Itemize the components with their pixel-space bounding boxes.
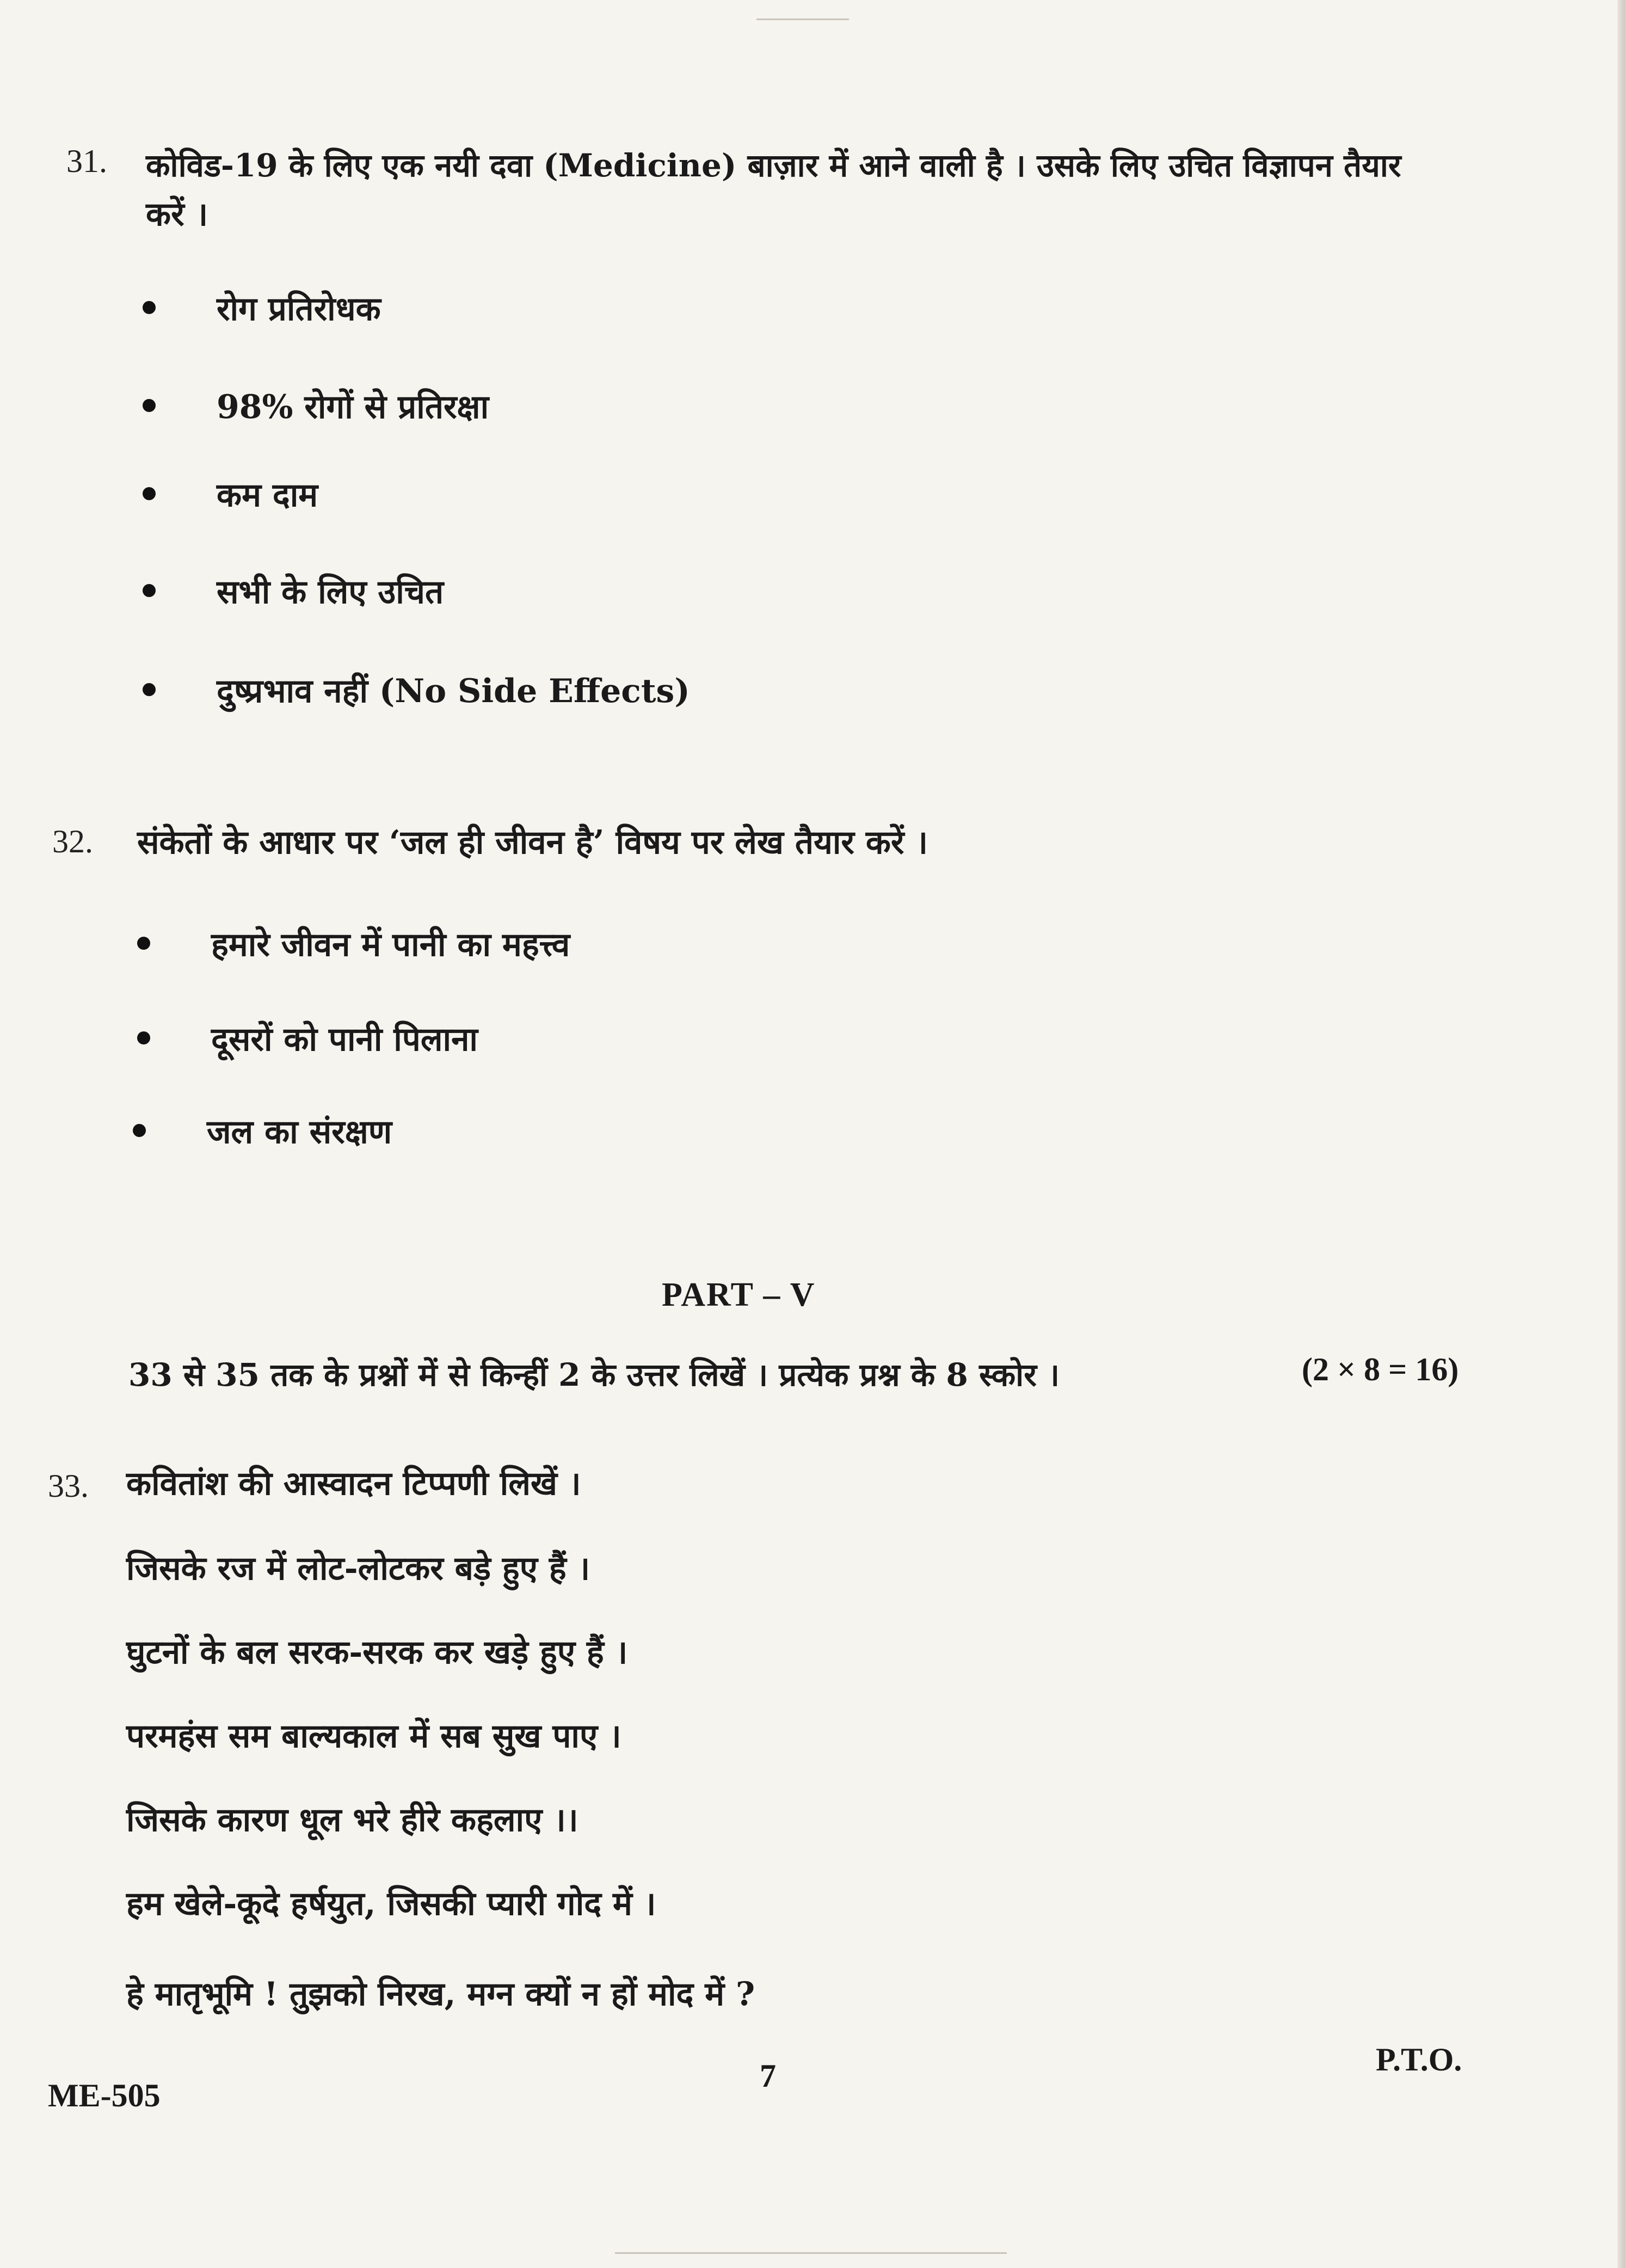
question-32-text: संकेतों के आधार पर ‘जल ही जीवन है’ विषय पर लेख तैयार करें । — [137, 823, 928, 862]
q31-point-4 — [143, 568, 444, 613]
bullet-icon — [137, 937, 150, 950]
poem-line-5: हम खेले-कूदे हर्षयुत, जिसकी प्यारी गोद में । — [126, 1885, 656, 1923]
q31-point-3 — [143, 471, 318, 516]
q31-point-1 — [143, 285, 381, 330]
q31-point-text: 98% रोगों से प्रतिरक्षा — [217, 388, 489, 426]
bullet-icon — [137, 1031, 150, 1044]
poem-line-4: जिसके कारण धूल भरे हीरे कहलाए ।। — [126, 1801, 578, 1839]
paper-code: ME-505 — [48, 2078, 161, 2113]
bullet-icon — [143, 683, 156, 696]
question-33-text: कवितांश की आस्वादन टिप्पणी लिखें । — [126, 1465, 581, 1503]
q31-point-text: दुष्प्रभाव नहीं (No Side Effects) — [217, 672, 690, 710]
bullet-icon — [143, 301, 156, 314]
poem-line-2: घुटनों के बल सरक-सरक कर खड़े हुए हैं । — [126, 1633, 628, 1671]
q32-point-text: हमारे जीवन में पानी का महत्त्व — [211, 926, 570, 964]
bullet-icon — [133, 1124, 146, 1137]
scan-bottom-mark — [615, 2252, 1007, 2254]
poem-line-6: हे मातृभूमि ! तुझको निरख, मग्न क्यों न हों मोद में ? — [126, 1975, 755, 2013]
q31-point-5 — [143, 667, 690, 712]
q32-point-2 — [137, 1016, 478, 1060]
poem-line-3: परमहंस सम बाल्यकाल में सब सुख पाए । — [126, 1717, 621, 1755]
question-31-number: 31. — [66, 143, 107, 179]
q31-point-text: कम दाम — [217, 476, 318, 514]
part-heading: PART – V — [662, 1276, 816, 1313]
q31-point-text: सभी के लिए उचित — [217, 573, 444, 611]
part-instruction: 33 से 35 तक के प्रश्नों में से किन्हीं 2 के उत्तर लिखें । प्रत्येक प्रश्न के 8 स्कोर । — [128, 1356, 1060, 1393]
question-33-number: 33. — [48, 1468, 89, 1504]
q32-point-text: दूसरों को पानी पिलाना — [211, 1021, 478, 1059]
scan-top-mark — [756, 19, 849, 20]
bullet-icon — [143, 399, 156, 412]
q31-point-2 — [143, 383, 489, 428]
part-marks: (2 × 8 = 16) — [1302, 1351, 1459, 1387]
question-31-text-line2: करें । — [146, 195, 208, 233]
page-edge — [1617, 0, 1625, 2268]
poem-line-1: जिसके रज में लोट-लोटकर बड़े हुए हैं । — [126, 1550, 590, 1588]
bullet-icon — [143, 584, 156, 597]
q32-point-1 — [137, 921, 570, 966]
page-number: 7 — [760, 2058, 776, 2094]
q31-point-text: रोग प्रतिरोधक — [217, 290, 381, 328]
question-31-text-line1: कोविड-19 के लिए एक नयी दवा (Medicine) बाज़ार में आने वाली है । उसके लिए उचित विज्ञापन तैयार — [146, 147, 1401, 184]
q32-point-text: जल का संरक्षण — [207, 1113, 392, 1151]
bullet-icon — [143, 487, 156, 500]
pto-label: P.T.O. — [1376, 2042, 1462, 2078]
q32-point-3 — [133, 1108, 392, 1153]
question-32-number: 32. — [52, 823, 93, 859]
